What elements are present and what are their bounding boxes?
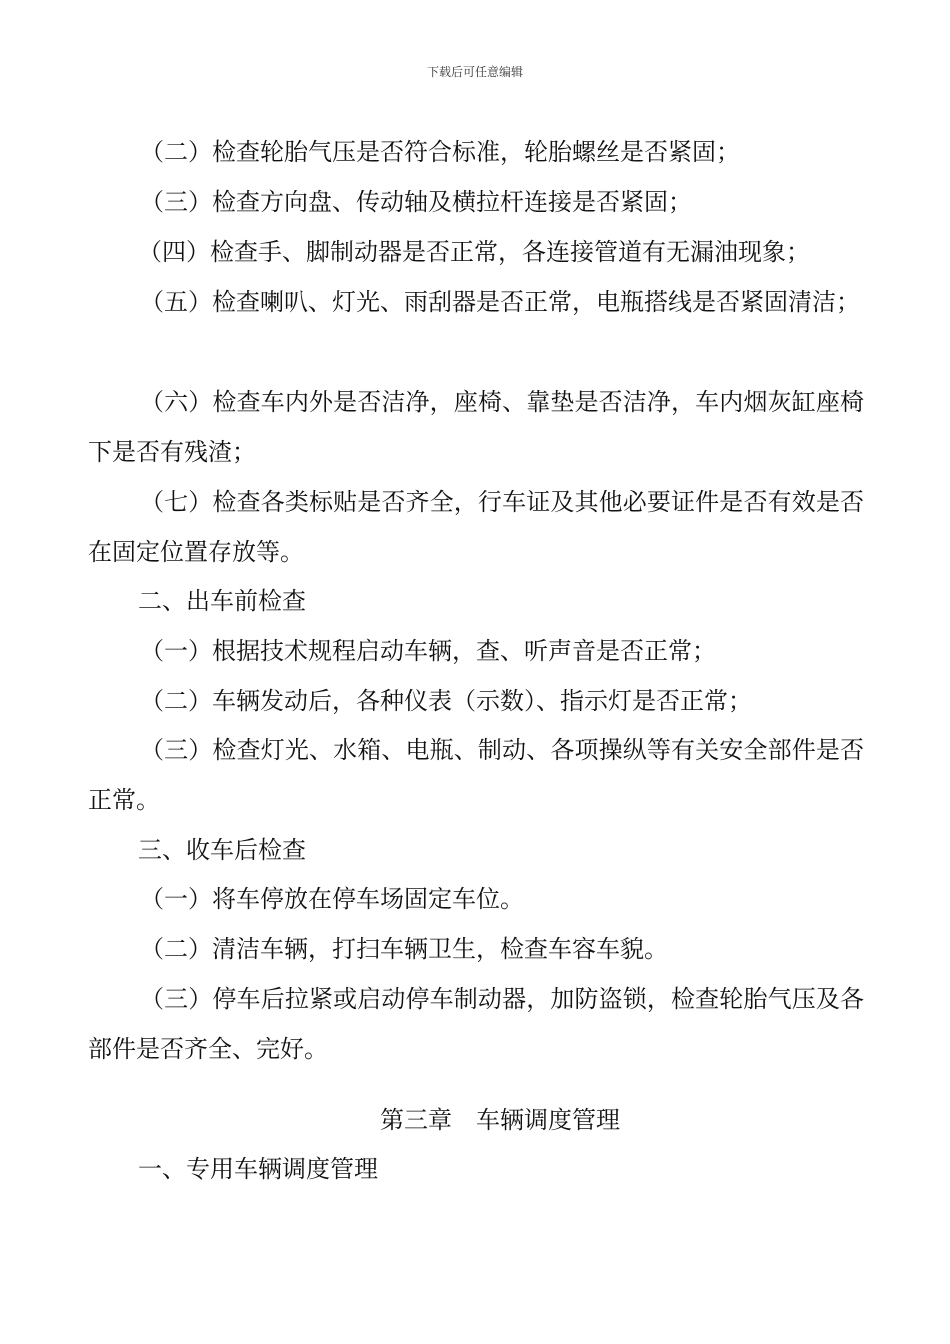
paragraph: （三）停车后拉紧或启动停车制动器，加防盗锁，检查轮胎气压及各部件是否齐全、完好。 (88, 985, 864, 1063)
paragraph: （二）清洁车辆，打扫车辆卫生，检查车容车貌。 (140, 935, 668, 963)
paragraph: （六）检查车内外是否洁净，座椅、靠垫是否洁净，车内烟灰缸座椅下是否有残渣； (88, 388, 864, 466)
paragraph: （三）检查方向盘、传动轴及横拉杆连接是否紧固； (140, 188, 692, 216)
paragraph: （三）检查灯光、水箱、电瓶、制动、各项操纵等有关安全部件是否正常。 (88, 736, 864, 814)
section-heading: 一、专用车辆调度管理 (138, 1155, 378, 1183)
section-heading: 三、收车后检查 (138, 836, 306, 864)
section-heading: 二、出车前检查 (138, 587, 306, 615)
paragraph: （四）检查手、脚制动器是否正常，各连接管道有无漏油现象； (138, 238, 810, 266)
paragraph: （五）检查喇叭、灯光、雨刮器是否正常，电瓶搭线是否紧固清洁； (140, 288, 860, 316)
chapter-title: 第三章 车辆调度管理 (380, 1106, 620, 1134)
paragraph: （一）将车停放在停车场固定车位。 (140, 885, 524, 913)
paragraph: （七）检查各类标贴是否齐全，行车证及其他必要证件是否有效是否在固定位置存放等。 (88, 488, 864, 566)
paragraph: （二）车辆发动后，各种仪表（示数）、指示灯是否正常； (140, 687, 752, 715)
page-header: 下载后可任意编辑 (426, 65, 523, 79)
paragraph: （二）检查轮胎气压是否符合标准，轮胎螺丝是否紧固； (140, 138, 740, 166)
paragraph: （一）根据技术规程启动车辆，查、听声音是否正常； (140, 637, 716, 665)
